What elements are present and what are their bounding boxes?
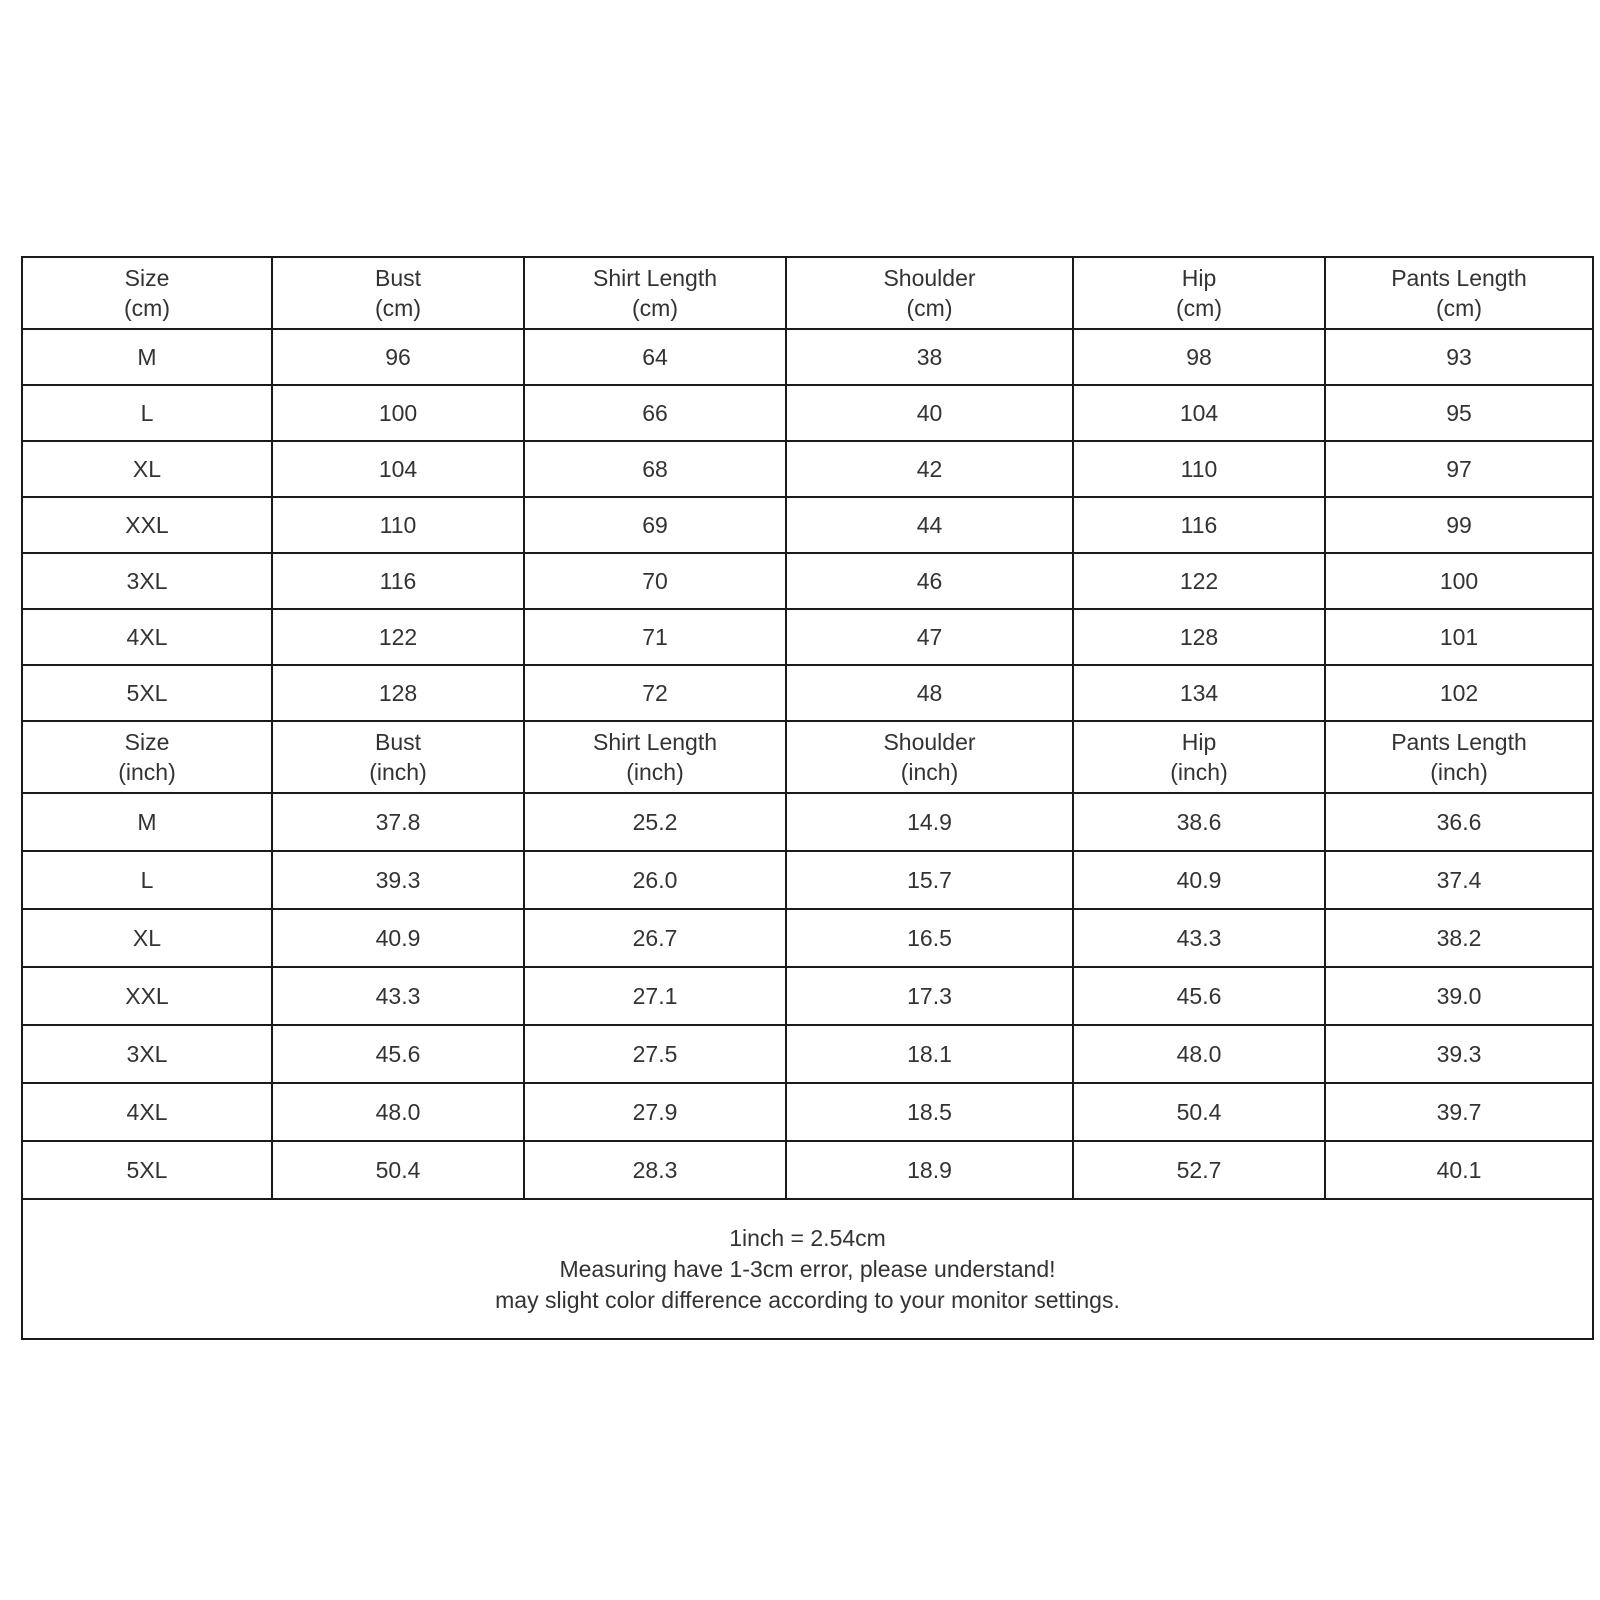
measurement-cell: 110	[1073, 441, 1325, 497]
size-cell: M	[22, 329, 272, 385]
size-chart-body	[22, 257, 1593, 1339]
column-header-label: Shoulder	[883, 265, 976, 291]
size-cell: L	[22, 385, 272, 441]
column-header-label: Shoulder	[883, 729, 976, 755]
table-row	[22, 553, 1593, 609]
table-row	[22, 1083, 1593, 1141]
measurement-cell: 100	[1325, 553, 1593, 609]
column-header	[1073, 257, 1325, 329]
measurement-cell: 97	[1325, 441, 1593, 497]
column-header-unit: (inch)	[118, 759, 176, 785]
measurement-cell: 15.7	[786, 851, 1073, 909]
measurement-cell: 42	[786, 441, 1073, 497]
column-header	[1073, 721, 1325, 793]
table-row	[22, 665, 1593, 721]
measurement-cell: 45.6	[1073, 967, 1325, 1025]
measurement-cell: 68	[524, 441, 786, 497]
measurement-cell: 26.0	[524, 851, 786, 909]
size-cell: 4XL	[22, 1083, 272, 1141]
size-chart-table	[21, 256, 1594, 1340]
measurement-cell: 52.7	[1073, 1141, 1325, 1199]
measurement-cell: 99	[1325, 497, 1593, 553]
column-header	[272, 721, 524, 793]
column-header-label: Pants Length	[1391, 729, 1527, 755]
column-header-label: Pants Length	[1391, 265, 1527, 291]
measurement-cell: 93	[1325, 329, 1593, 385]
measurement-cell: 72	[524, 665, 786, 721]
column-header	[22, 257, 272, 329]
measurement-cell: 43.3	[1073, 909, 1325, 967]
measurement-cell: 37.4	[1325, 851, 1593, 909]
column-header	[786, 257, 1073, 329]
size-cell: 5XL	[22, 1141, 272, 1199]
measurement-cell: 26.7	[524, 909, 786, 967]
column-header-label: Hip	[1181, 729, 1217, 755]
measurement-cell: 70	[524, 553, 786, 609]
measurement-cell: 48.0	[1073, 1025, 1325, 1083]
measurement-cell: 48	[786, 665, 1073, 721]
measurement-cell: 122	[272, 609, 524, 665]
size-cell: XXL	[22, 967, 272, 1025]
measurement-cell: 39.7	[1325, 1083, 1593, 1141]
column-header-unit: (cm)	[1436, 295, 1482, 321]
column-header-unit: (inch)	[900, 759, 959, 785]
column-header-unit: (inch)	[369, 759, 427, 785]
size-cell: XL	[22, 441, 272, 497]
measurement-cell: 50.4	[272, 1141, 524, 1199]
measurement-cell: 38.2	[1325, 909, 1593, 967]
table-row	[22, 441, 1593, 497]
measurement-cell: 134	[1073, 665, 1325, 721]
note-line: may slight color difference according to your monitor settings.	[495, 1286, 1120, 1313]
measurement-cell: 40.1	[1325, 1141, 1593, 1199]
measurement-cell: 38.6	[1073, 793, 1325, 851]
measurement-cell: 101	[1325, 609, 1593, 665]
measurement-cell: 116	[272, 553, 524, 609]
header-row-inch	[22, 721, 1593, 793]
measurement-cell: 40	[786, 385, 1073, 441]
measurement-cell: 46	[786, 553, 1073, 609]
column-header-label: Hip	[1181, 265, 1217, 291]
table-row	[22, 497, 1593, 553]
measurement-cell: 39.0	[1325, 967, 1593, 1025]
measurement-cell: 36.6	[1325, 793, 1593, 851]
measurement-cell: 110	[272, 497, 524, 553]
column-header-label: Shirt Length	[592, 265, 718, 291]
measurement-cell: 27.1	[524, 967, 786, 1025]
measurement-cell: 122	[1073, 553, 1325, 609]
measurement-cell: 100	[272, 385, 524, 441]
measurement-cell: 37.8	[272, 793, 524, 851]
size-cell: 3XL	[22, 1025, 272, 1083]
measurement-cell: 102	[1325, 665, 1593, 721]
column-header-unit: (cm)	[632, 295, 678, 321]
table-row	[22, 793, 1593, 851]
column-header-unit: (inch)	[1430, 759, 1488, 785]
table-row	[22, 385, 1593, 441]
measurement-cell: 64	[524, 329, 786, 385]
measurement-cell: 43.3	[272, 967, 524, 1025]
size-cell: XXL	[22, 497, 272, 553]
column-header-label: Bust	[374, 265, 422, 291]
column-header-unit: (cm)	[375, 295, 421, 321]
column-header	[786, 721, 1073, 793]
size-cell: 5XL	[22, 665, 272, 721]
column-header-unit: (inch)	[1170, 759, 1228, 785]
size-cell: 4XL	[22, 609, 272, 665]
measurement-cell: 28.3	[524, 1141, 786, 1199]
column-header-unit: (inch)	[626, 759, 684, 785]
column-header	[524, 257, 786, 329]
measurement-cell: 14.9	[786, 793, 1073, 851]
measurement-cell: 128	[272, 665, 524, 721]
column-header-unit: (cm)	[124, 295, 170, 321]
measurement-cell: 25.2	[524, 793, 786, 851]
size-cell: M	[22, 793, 272, 851]
measurement-cell: 96	[272, 329, 524, 385]
measurement-cell: 48.0	[272, 1083, 524, 1141]
measurement-cell: 71	[524, 609, 786, 665]
measurement-cell: 27.5	[524, 1025, 786, 1083]
notes-cell	[22, 1199, 1593, 1339]
column-header-unit: (cm)	[1176, 295, 1222, 321]
measurement-cell: 50.4	[1073, 1083, 1325, 1141]
column-header	[22, 721, 272, 793]
measurement-cell: 47	[786, 609, 1073, 665]
table-row	[22, 967, 1593, 1025]
measurement-cell: 69	[524, 497, 786, 553]
measurement-cell: 17.3	[786, 967, 1073, 1025]
measurement-cell: 116	[1073, 497, 1325, 553]
measurement-cell: 16.5	[786, 909, 1073, 967]
table-row	[22, 1141, 1593, 1199]
table-row	[22, 909, 1593, 967]
table-row	[22, 329, 1593, 385]
measurement-cell: 104	[272, 441, 524, 497]
header-row-cm	[22, 257, 1593, 329]
measurement-cell: 104	[1073, 385, 1325, 441]
column-header-label: Bust	[374, 729, 422, 755]
column-header	[272, 257, 524, 329]
notes-row	[22, 1199, 1593, 1339]
measurement-cell: 45.6	[272, 1025, 524, 1083]
column-header-label: Shirt Length	[592, 729, 718, 755]
measurement-cell: 66	[524, 385, 786, 441]
size-cell: L	[22, 851, 272, 909]
measurement-cell: 39.3	[272, 851, 524, 909]
column-header	[524, 721, 786, 793]
measurement-cell: 38	[786, 329, 1073, 385]
size-cell: 3XL	[22, 553, 272, 609]
size-cell: XL	[22, 909, 272, 967]
measurement-cell: 18.9	[786, 1141, 1073, 1199]
measurement-cell: 40.9	[272, 909, 524, 967]
table-row	[22, 851, 1593, 909]
measurement-cell: 128	[1073, 609, 1325, 665]
column-header-unit: (cm)	[906, 295, 953, 321]
measurement-cell: 39.3	[1325, 1025, 1593, 1083]
note-line: 1inch = 2.54cm	[729, 1224, 886, 1251]
column-header-label: Size	[124, 729, 170, 755]
measurement-cell: 44	[786, 497, 1073, 553]
measurement-cell: 40.9	[1073, 851, 1325, 909]
column-header	[1325, 257, 1593, 329]
column-header-label: Size	[124, 265, 170, 291]
measurement-cell: 95	[1325, 385, 1593, 441]
measurement-cell: 18.1	[786, 1025, 1073, 1083]
table-row	[22, 609, 1593, 665]
column-header	[1325, 721, 1593, 793]
measurement-cell: 98	[1073, 329, 1325, 385]
measurement-cell: 27.9	[524, 1083, 786, 1141]
table-row	[22, 1025, 1593, 1083]
measurement-cell: 18.5	[786, 1083, 1073, 1141]
note-line: Measuring have 1-3cm error, please understand!	[559, 1255, 1056, 1282]
